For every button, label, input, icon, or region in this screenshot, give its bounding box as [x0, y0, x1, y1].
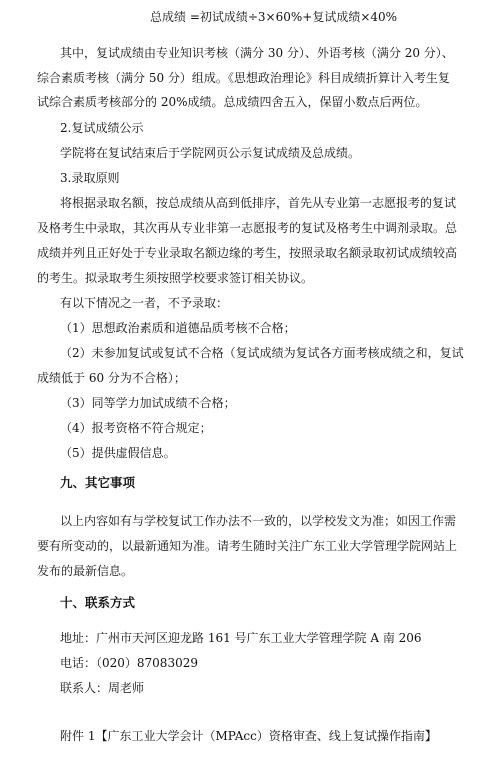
section3-line1: 将根据录取名额，按总成绩从高到低排序，首先从专业第一志愿报考的复试 [60, 196, 457, 210]
section3-line2: 及格考生中录取，其次再从专业非第一志愿报考的复试及格考生中调剂录取。总 [37, 221, 458, 235]
no-admit-item-1: （1）思想政治素质和道德品质考核不合格； [60, 321, 296, 335]
section2-title: 2.复试成绩公示 [60, 121, 144, 135]
para1-line2: 综合素质考核（满分 50 分）组成。《思想政治理论》科目成绩折算计入考生复 [37, 71, 450, 85]
section2-text: 学院将在复试结束后于学院网页公示复试成绩及总成绩。 [60, 146, 361, 160]
no-admit-item-2-cont: 成绩低于 60 分为不合格）； [37, 371, 186, 385]
section9-title: 九、其它事项 [60, 475, 136, 490]
contact-address: 地址：广州市天河区迎龙路 161 号广东工业大学管理学院 A 南 206 [60, 631, 422, 645]
section3-line3: 成绩并列且正好处于专业录取名额边缘的考生，按照录取名额录取初试成绩较高 [37, 246, 458, 260]
no-admit-item-4: （4）报考资格不符合规定； [60, 421, 212, 435]
no-admit-item-2: （2）未参加复试或复试不合格（复试成绩为复试各方面考核成绩之和，复试 [60, 346, 464, 360]
section10-title: 十、联系方式 [60, 595, 136, 610]
section9-line3: 发布的最新信息。 [37, 564, 134, 578]
attachment-line: 附件 1【广东工业大学会计（MPAcc）资格审查、线上复试操作指南】 [60, 729, 437, 743]
section3-title: 3.录取原则 [60, 171, 120, 185]
para1-line3: 试综合素质考核部分的 20%成绩。总成绩四舍五入，保留小数点后两位。 [37, 95, 428, 109]
section3-line4: 的考生。拟录取考生须按照学校要求签订相关协议。 [37, 271, 314, 285]
section9-line1: 以上内容如有与学校复试工作办法不一致的，以学校发文为准；如因工作需 [60, 514, 457, 528]
no-admit-item-5: （5）提供虚假信息。 [60, 446, 176, 460]
section9-line2: 要有所变动的，以最新通知为准。请考生随时关注广东工业大学管理学院网站上 [37, 539, 458, 553]
para1-line1: 其中，复试成绩由专业知识考核（满分 30 分）、外语考核（满分 20 分）、 [60, 46, 454, 60]
score-formula: 总成绩 =初试成绩÷3×60%+复试成绩×40% [150, 10, 398, 24]
no-admit-item-3: （3）同等学力加试成绩不合格； [60, 396, 236, 410]
no-admit-intro: 有以下情况之一者，不予录取： [60, 296, 229, 310]
contact-phone: 电话：（020）87083029 [60, 656, 198, 670]
contact-person: 联系人：周老师 [60, 681, 145, 695]
